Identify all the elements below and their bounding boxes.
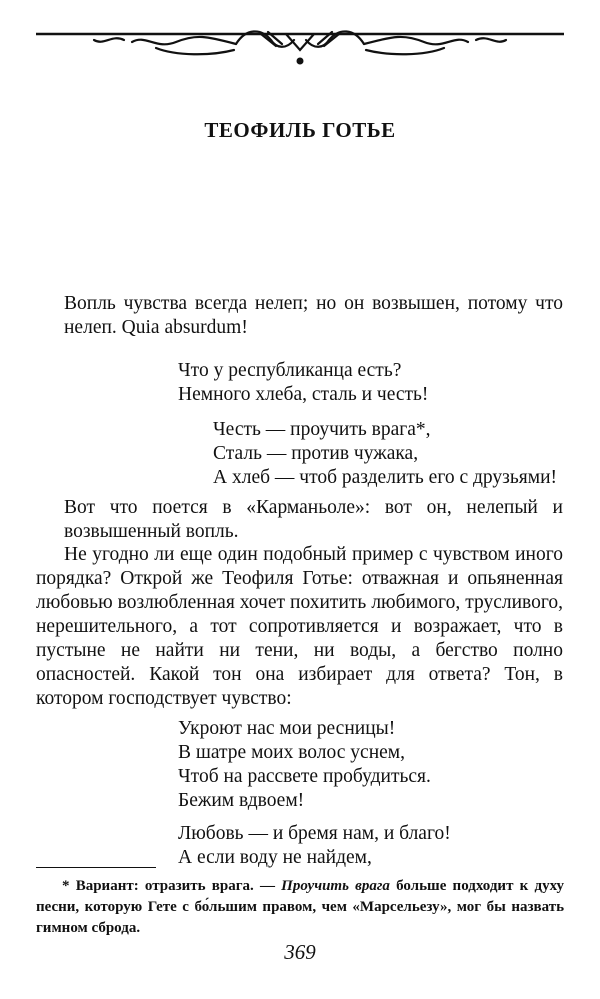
verse-line: В шатре моих волос уснем, — [178, 742, 406, 763]
verse-line: А если воду не найдем, — [178, 847, 372, 868]
verse-line: Немного хлеба, сталь и честь! — [178, 384, 429, 405]
verse-line: Честь — проучить врага*, — [213, 419, 431, 440]
verse-stanza-2 — [213, 418, 557, 490]
footnote — [36, 876, 564, 939]
footnote-text-start: * Вариант: отразить врага. — — [62, 878, 282, 894]
paragraph-carmagnole: Вот что поется в «Карманьоле»: вот он, нелепый и возвышенный вопль. — [64, 497, 563, 542]
footnote-italic-term: Проучить врага — [281, 878, 390, 894]
verse-line: Любовь — и бремя нам, и благо! — [178, 823, 451, 844]
footnote-divider — [36, 867, 156, 868]
verse-line: Чтоб на рассвете пробудиться. — [178, 766, 431, 787]
verse-line: Что у республиканца есть? — [178, 360, 402, 381]
verse-stanza-4 — [178, 822, 451, 870]
footnote-text-end: больше подходит к духу песни, которую Гете с бо́льшим правом, чем «Марсельезу», мог бы назвать гимном сброда. — [36, 878, 564, 936]
chapter-title: ТЕОФИЛЬ ГОТЬЕ — [204, 118, 396, 142]
verse-line: Сталь — против чужака, — [213, 443, 419, 464]
page-number: 369 — [284, 940, 316, 964]
verse-line: Бежим вдвоем! — [178, 790, 305, 811]
verse-stanza-1 — [178, 359, 428, 407]
verse-line: Укроют нас мои ресницы! — [178, 718, 396, 739]
verse-stanza-3 — [178, 717, 431, 813]
paragraph-gautier: Не угодно ли еще один подобный пример с чувством иного порядка? Открой же Теофиля Готье: отважная и опьяненная любовью возлюбленная хочет похитить любимого, трусливого, нерешительного, а тот сопротивляется и возражает, что в пустыне не найти ни тени, ни воды, а бегство полно опасностей. Какой тон она избирает для ответа? Тон, в котором господствует чувство: — [36, 544, 563, 709]
header-ornament — [36, 20, 564, 72]
verse-line: А хлеб — чтоб разделить его с друзьями! — [213, 467, 557, 488]
paragraph-intro: Вопль чувства всегда нелеп; но он возвышен, потому что нелеп. Quia absurdum! — [64, 293, 563, 338]
